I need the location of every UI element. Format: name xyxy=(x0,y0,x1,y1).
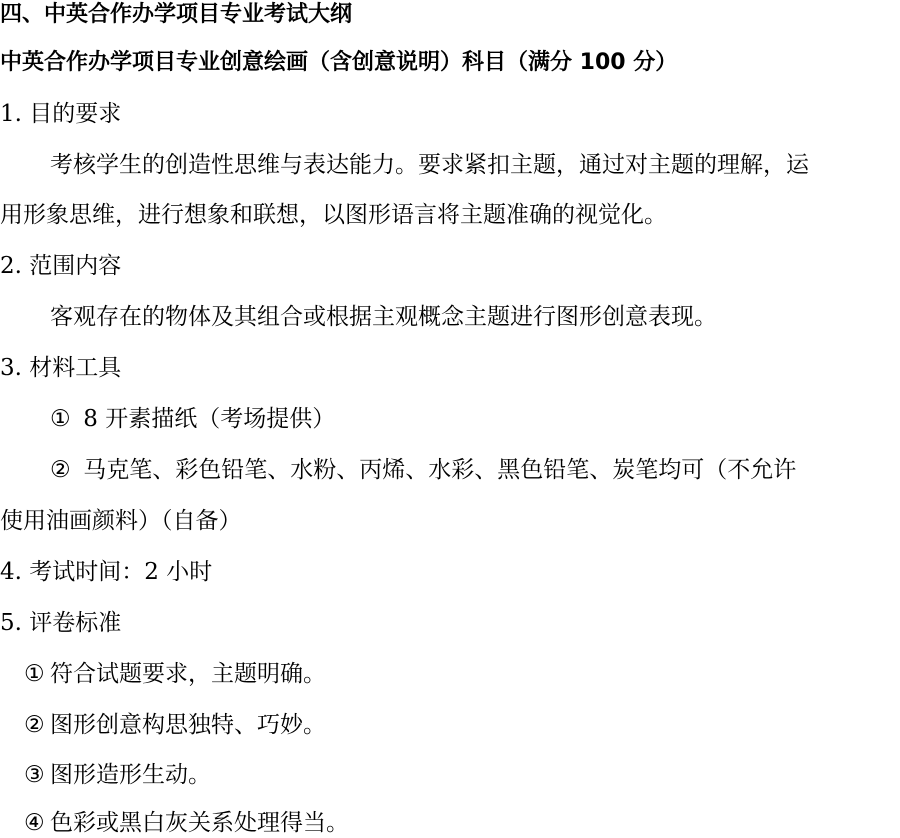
item-title-purpose: 1. 目的要求 xyxy=(0,101,122,127)
grading-item xyxy=(24,659,326,689)
subject-heading: 中英合作办学项目专业创意绘画（含创意说明）科目（满分 100 分） xyxy=(0,50,678,75)
grading-item xyxy=(24,760,211,790)
circled-number: ① xyxy=(50,406,71,432)
circled-number: ② xyxy=(24,712,45,738)
purpose-paragraph-line-2: 用形象思维，进行想象和联想，以图形语言将主题准确的视觉化。 xyxy=(0,202,667,228)
item-title-scope: 2. 范围内容 xyxy=(0,253,122,279)
circled-number: ① xyxy=(24,661,45,687)
grading-item-text: 图形造形生动。 xyxy=(50,762,211,788)
circled-number: ② xyxy=(50,457,71,483)
scope-paragraph: 客观存在的物体及其组合或根据主观概念主题进行图形创意表现。 xyxy=(50,304,717,330)
grading-item xyxy=(24,710,326,740)
materials-item-2 xyxy=(50,455,796,485)
item-title-materials: 3. 材料工具 xyxy=(0,355,122,381)
circled-number: ④ xyxy=(24,810,45,836)
grading-item-text: 图形创意构思独特、巧妙。 xyxy=(50,712,326,738)
grading-item xyxy=(24,808,349,838)
grading-item-text: 色彩或黑白灰关系处理得当。 xyxy=(50,810,349,836)
purpose-paragraph-line-1: 考核学生的创造性思维与表达能力。要求紧扣主题，通过对主题的理解，运 xyxy=(50,152,809,178)
item-title-exam-time: 4. 考试时间：2 小时 xyxy=(0,559,213,585)
grading-item-text: 符合试题要求，主题明确。 xyxy=(50,661,326,687)
materials-item-1-text: 8 开素描纸（考场提供） xyxy=(76,406,336,432)
materials-item-1 xyxy=(50,404,335,434)
circled-number: ③ xyxy=(24,762,45,788)
materials-item-2-text: 马克笔、彩色铅笔、水粉、丙烯、水彩、黑色铅笔、炭笔均可（不允许 xyxy=(76,457,797,483)
materials-item-2-continuation: 使用油画颜料）（自备） xyxy=(0,508,242,534)
section-heading: 四、中英合作办学项目专业考试大纲 xyxy=(0,2,353,27)
item-title-grading: 5. 评卷标准 xyxy=(0,610,122,636)
